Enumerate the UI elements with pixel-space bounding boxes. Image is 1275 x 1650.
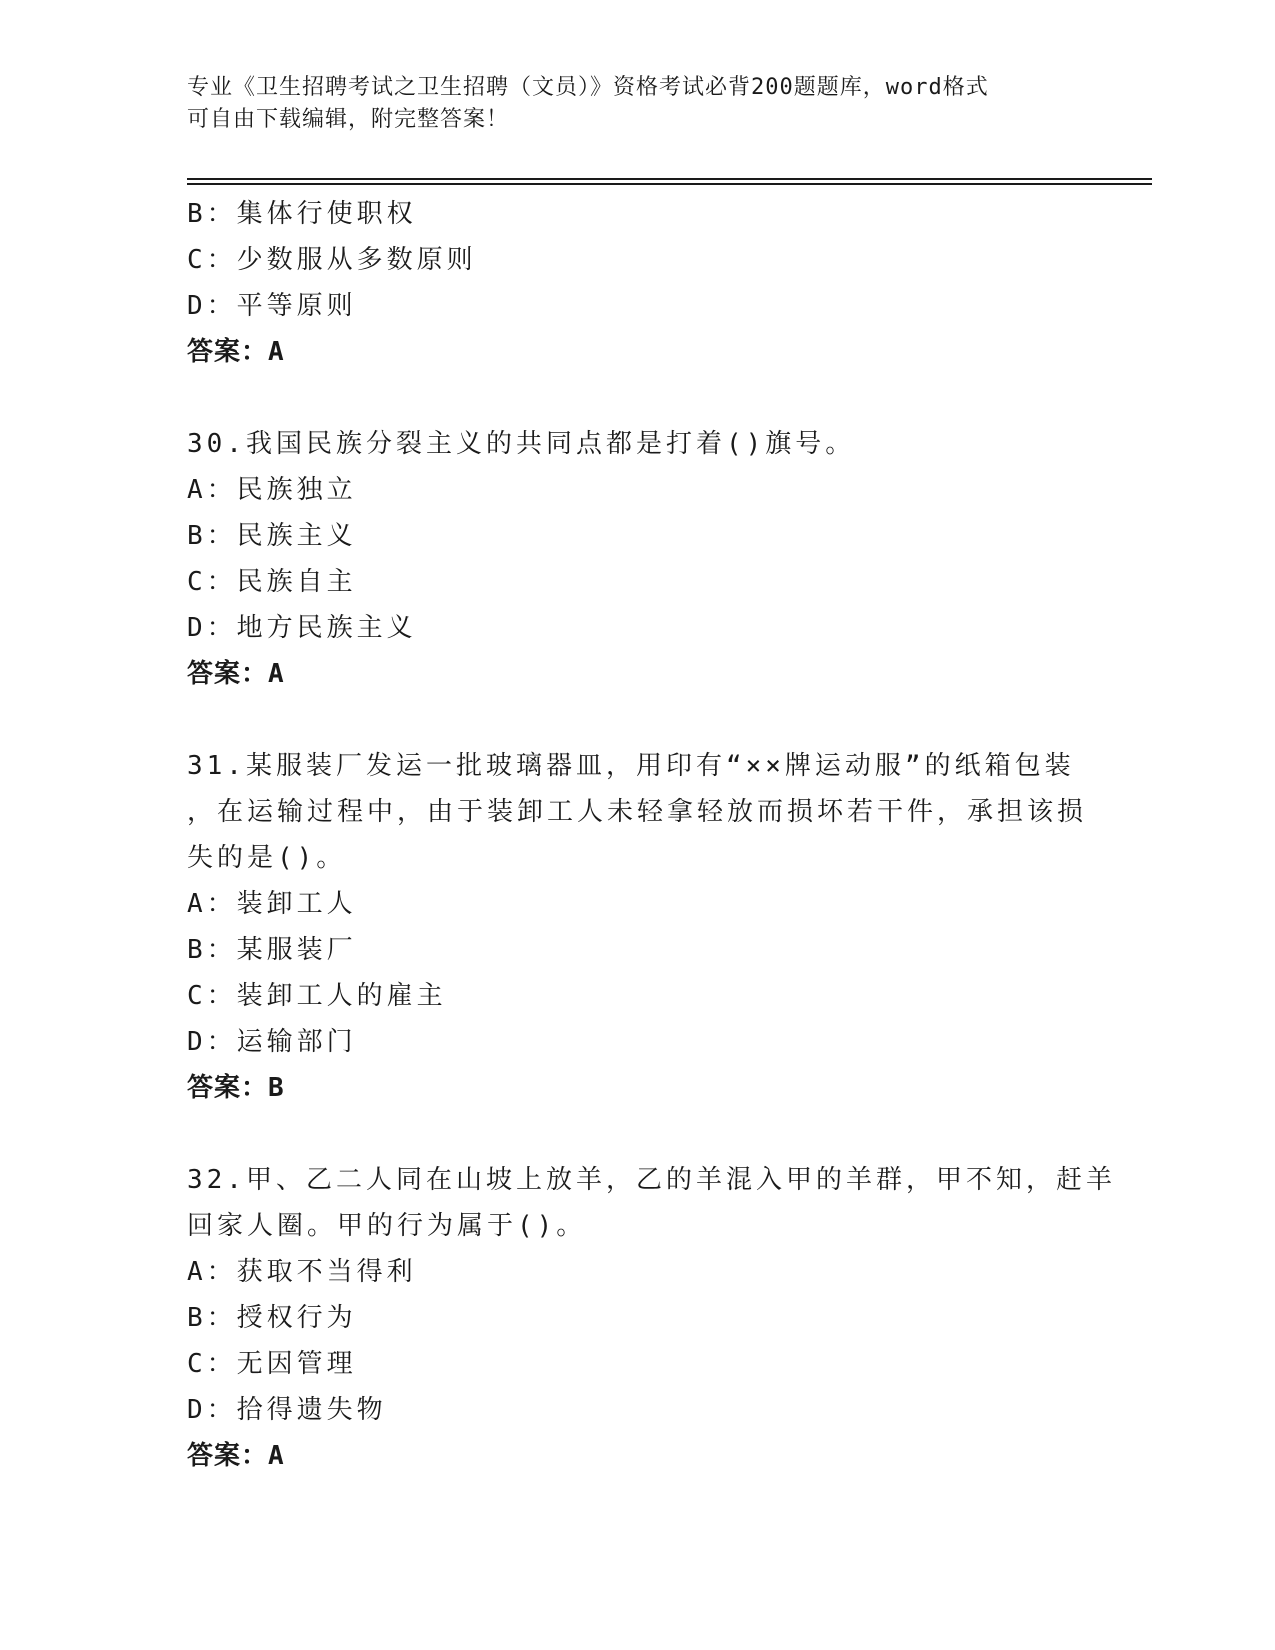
question-text-line-2: 回家人圈。甲的行为属于()。 — [187, 1211, 587, 1241]
question-text-line-1: 31.某服装厂发运一批玻璃器皿，用印有“××牌运动服”的纸箱包装 — [187, 751, 1075, 781]
question-text-line-2: ，在运输过程中，由于装卸工人未轻拿轻放而损坏若干件，承担该损 — [187, 797, 1088, 827]
header-line-2: 可自由下载编辑，附完整答案！ — [187, 107, 510, 132]
option-c: C：装卸工人的雇主 — [187, 981, 447, 1011]
header-line-1: 专业《卫生招聘考试之卫生招聘（文员）》资格考试必背200题题库，word格式 — [187, 75, 989, 100]
header-divider-top — [187, 178, 1152, 180]
question-31 — [187, 743, 1087, 1111]
option-d: D：运输部门 — [187, 1027, 357, 1057]
question-29-tail — [187, 191, 1087, 375]
spacer — [187, 375, 1087, 421]
question-30 — [187, 421, 1087, 697]
option-d: D：地方民族主义 — [187, 613, 417, 643]
answer: 答案：A — [187, 337, 285, 367]
option-a: A：装卸工人 — [187, 889, 357, 919]
option-c: C：民族自主 — [187, 567, 357, 597]
question-text-line-1: 32.甲、乙二人同在山坡上放羊，乙的羊混入甲的羊群，甲不知，赶羊 — [187, 1165, 1116, 1195]
answer: 答案：A — [187, 1441, 285, 1471]
question-32 — [187, 1157, 1116, 1479]
option-d: D：平等原则 — [187, 291, 357, 321]
option-b: B：某服装厂 — [187, 935, 357, 965]
option-b: B：集体行使职权 — [187, 199, 417, 229]
option-d: D：拾得遗失物 — [187, 1395, 387, 1425]
question-text-line-3: 失的是()。 — [187, 843, 347, 873]
option-a: A：民族独立 — [187, 475, 357, 505]
option-c: C：少数服从多数原则 — [187, 245, 477, 275]
document-header — [187, 72, 1067, 136]
spacer — [187, 697, 1087, 743]
answer: 答案：B — [187, 1073, 285, 1103]
question-list — [187, 191, 1116, 1479]
header-divider-bottom — [187, 183, 1152, 185]
spacer — [187, 1111, 1087, 1157]
question-text: 30.我国民族分裂主义的共同点都是打着()旗号。 — [187, 429, 856, 459]
option-a: A：获取不当得利 — [187, 1257, 417, 1287]
option-b: B：授权行为 — [187, 1303, 357, 1333]
option-b: B：民族主义 — [187, 521, 357, 551]
answer: 答案：A — [187, 659, 285, 689]
option-c: C：无因管理 — [187, 1349, 357, 1379]
